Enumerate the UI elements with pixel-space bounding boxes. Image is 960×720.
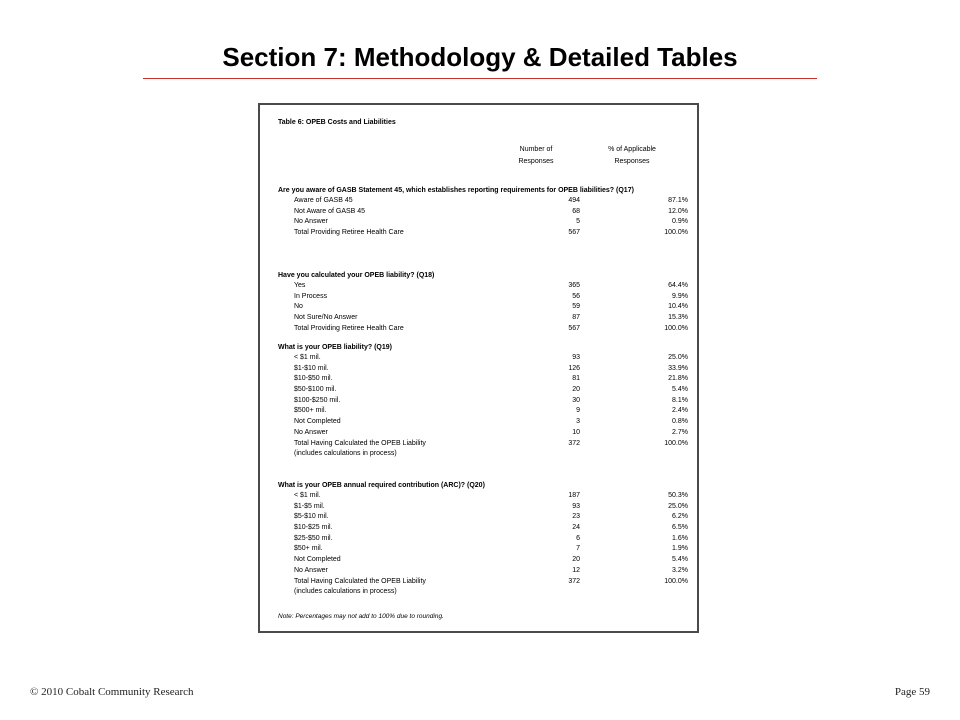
table-row	[278, 228, 688, 239]
row-count: 9	[576, 407, 580, 415]
row-percent: 2.4%	[672, 407, 688, 415]
row-count: 12	[572, 566, 580, 574]
row-count: 81	[572, 375, 580, 383]
row-percent: 1.6%	[672, 534, 688, 542]
page-number: Page 59	[894, 686, 930, 698]
row-count: 5	[576, 218, 580, 226]
row-label: Total Providing Retiree Health Care	[294, 229, 404, 237]
row-label: $100-$250 mil.	[294, 396, 341, 404]
row-label: < $1 mil.	[294, 354, 321, 361]
row-percent: 2.7%	[672, 428, 688, 436]
row-count: 7	[576, 545, 580, 553]
column-header-line: % of Applicable	[608, 146, 656, 153]
row-label: Yes	[294, 282, 306, 289]
row-count: 68	[572, 207, 580, 215]
row-percent: 0.9%	[672, 218, 688, 226]
table-row	[278, 324, 688, 335]
row-label: In Process	[294, 292, 328, 300]
row-percent: 25.0%	[668, 502, 688, 510]
question-label: What is your OPEB annual required contribution (ARC)? (Q20)	[278, 482, 485, 489]
row-count: 6	[576, 534, 580, 542]
row-count: 494	[568, 197, 580, 204]
question-label: Have you calculated your OPEB liability? (Q18)	[278, 272, 435, 279]
table-row	[278, 385, 688, 396]
table-row	[278, 417, 688, 428]
table-row	[278, 439, 688, 450]
copyright-footer: © 2010 Cobalt Community Research	[30, 686, 194, 698]
question-label: Are you aware of GASB Statement 45, which establishes reporting requirements for OPEB liabilities? (Q17)	[278, 187, 634, 194]
table-row	[278, 566, 688, 577]
row-label: Total Providing Retiree Health Care	[294, 324, 404, 332]
row-percent: 21.8%	[668, 375, 688, 383]
table-row	[278, 428, 688, 439]
row-percent: 87.1%	[668, 197, 688, 204]
row-label: $500+ mil.	[294, 407, 327, 415]
row-label: $10-$25 mil.	[294, 524, 333, 532]
row-label: $25-$50 mil.	[294, 534, 333, 542]
row-count: 365	[568, 282, 580, 289]
table-row	[278, 353, 688, 364]
row-count: 126	[568, 364, 580, 372]
table-row	[278, 292, 688, 303]
table-row	[278, 374, 688, 385]
table-section	[278, 342, 688, 460]
table-row	[278, 534, 688, 545]
row-percent: 0.8%	[672, 418, 688, 426]
row-count: 93	[572, 354, 580, 361]
row-percent: 12.0%	[668, 207, 688, 215]
table-row	[278, 587, 678, 598]
data-table-panel	[258, 103, 699, 633]
row-label: No Answer	[294, 428, 328, 436]
row-count: 24	[572, 524, 580, 532]
table-section	[278, 270, 688, 334]
row-count: 30	[572, 396, 580, 404]
table-row	[278, 406, 688, 417]
row-percent: 25.0%	[668, 354, 688, 361]
row-count: 87	[572, 314, 580, 322]
table-row	[278, 523, 688, 534]
row-percent: 6.5%	[672, 524, 688, 532]
row-label: $10-$50 mil.	[294, 375, 333, 383]
table-row	[278, 217, 688, 228]
row-percent: 50.3%	[668, 492, 688, 499]
table-title: Table 6: OPEB Costs and Liabilities	[278, 119, 396, 126]
table-row	[278, 544, 688, 555]
row-label: $1-$5 mil.	[294, 502, 325, 510]
row-label: Not Sure/No Answer	[294, 314, 358, 322]
table-section	[278, 480, 688, 598]
row-count: 187	[568, 492, 580, 499]
table-note: Note: Percentages may not add to 100% due to rounding.	[278, 613, 444, 620]
page-title: Section 7: Methodology & Detailed Tables	[222, 42, 738, 72]
row-count: 372	[568, 439, 580, 447]
row-label: $50-$100 mil.	[294, 386, 337, 394]
row-percent: 100.0%	[664, 324, 688, 332]
column-header-line: Responses	[614, 158, 650, 165]
row-count: 10	[572, 428, 580, 436]
row-percent: 33.9%	[668, 364, 688, 372]
row-label: No	[294, 303, 303, 311]
row-percent: 100.0%	[664, 229, 688, 237]
row-label: < $1 mil.	[294, 492, 321, 499]
row-count: 23	[572, 513, 580, 521]
row-percent: 100.0%	[664, 439, 688, 447]
row-count: 3	[576, 418, 580, 426]
table-row	[278, 577, 688, 588]
row-percent: 5.4%	[672, 386, 688, 394]
row-count: 59	[572, 303, 580, 311]
table-row	[278, 207, 688, 218]
row-count: 20	[572, 386, 580, 394]
row-percent: 3.2%	[672, 566, 688, 574]
question-label: What is your OPEB liability? (Q19)	[278, 344, 392, 351]
table-row	[278, 196, 688, 207]
row-label: Not Completed	[294, 556, 341, 564]
row-count: 567	[568, 324, 580, 332]
column-header-number	[506, 144, 566, 168]
row-count: 93	[572, 502, 580, 510]
table-section	[278, 185, 688, 239]
column-header-line: Number of	[519, 146, 553, 153]
row-count: 56	[572, 292, 580, 300]
row-percent: 9.9%	[672, 292, 688, 300]
row-percent: 15.3%	[668, 314, 688, 322]
table-row	[278, 555, 688, 566]
row-label: No Answer	[294, 566, 328, 574]
row-percent: 10.4%	[668, 303, 688, 311]
table-row	[278, 396, 688, 407]
table-row	[278, 364, 688, 375]
row-label: Total Having Calculated the OPEB Liability	[294, 577, 426, 585]
table-row	[278, 281, 688, 292]
row-percent: 64.4%	[668, 282, 688, 289]
row-percent: 1.9%	[672, 545, 688, 553]
row-percent: 5.4%	[672, 556, 688, 564]
row-label: Not Completed	[294, 418, 341, 426]
row-count: 372	[568, 577, 580, 585]
row-count: 20	[572, 556, 580, 564]
column-header-line: Responses	[518, 158, 554, 165]
column-header-percent	[591, 144, 673, 168]
row-label: Total Having Calculated the OPEB Liability	[294, 439, 426, 447]
row-label: Not Aware of GASB 45	[294, 207, 366, 215]
row-label: (includes calculations in process)	[294, 588, 397, 596]
row-label: (includes calculations in process)	[294, 450, 397, 458]
table-row	[278, 491, 688, 502]
table-row	[278, 313, 688, 324]
row-label: $5-$10 mil.	[294, 513, 329, 521]
row-label: $50+ mil.	[294, 545, 323, 553]
table-row	[278, 302, 688, 313]
row-percent: 100.0%	[664, 577, 688, 585]
row-count: 567	[568, 229, 580, 237]
row-label: No Answer	[294, 218, 328, 226]
table-row	[278, 502, 688, 513]
title-divider	[143, 78, 817, 79]
row-label: $1-$10 mil.	[294, 364, 329, 372]
row-percent: 6.2%	[672, 513, 688, 521]
row-percent: 8.1%	[672, 396, 688, 404]
table-row	[278, 512, 688, 523]
row-label: Aware of GASB 45	[294, 197, 353, 204]
table-row	[278, 449, 678, 460]
